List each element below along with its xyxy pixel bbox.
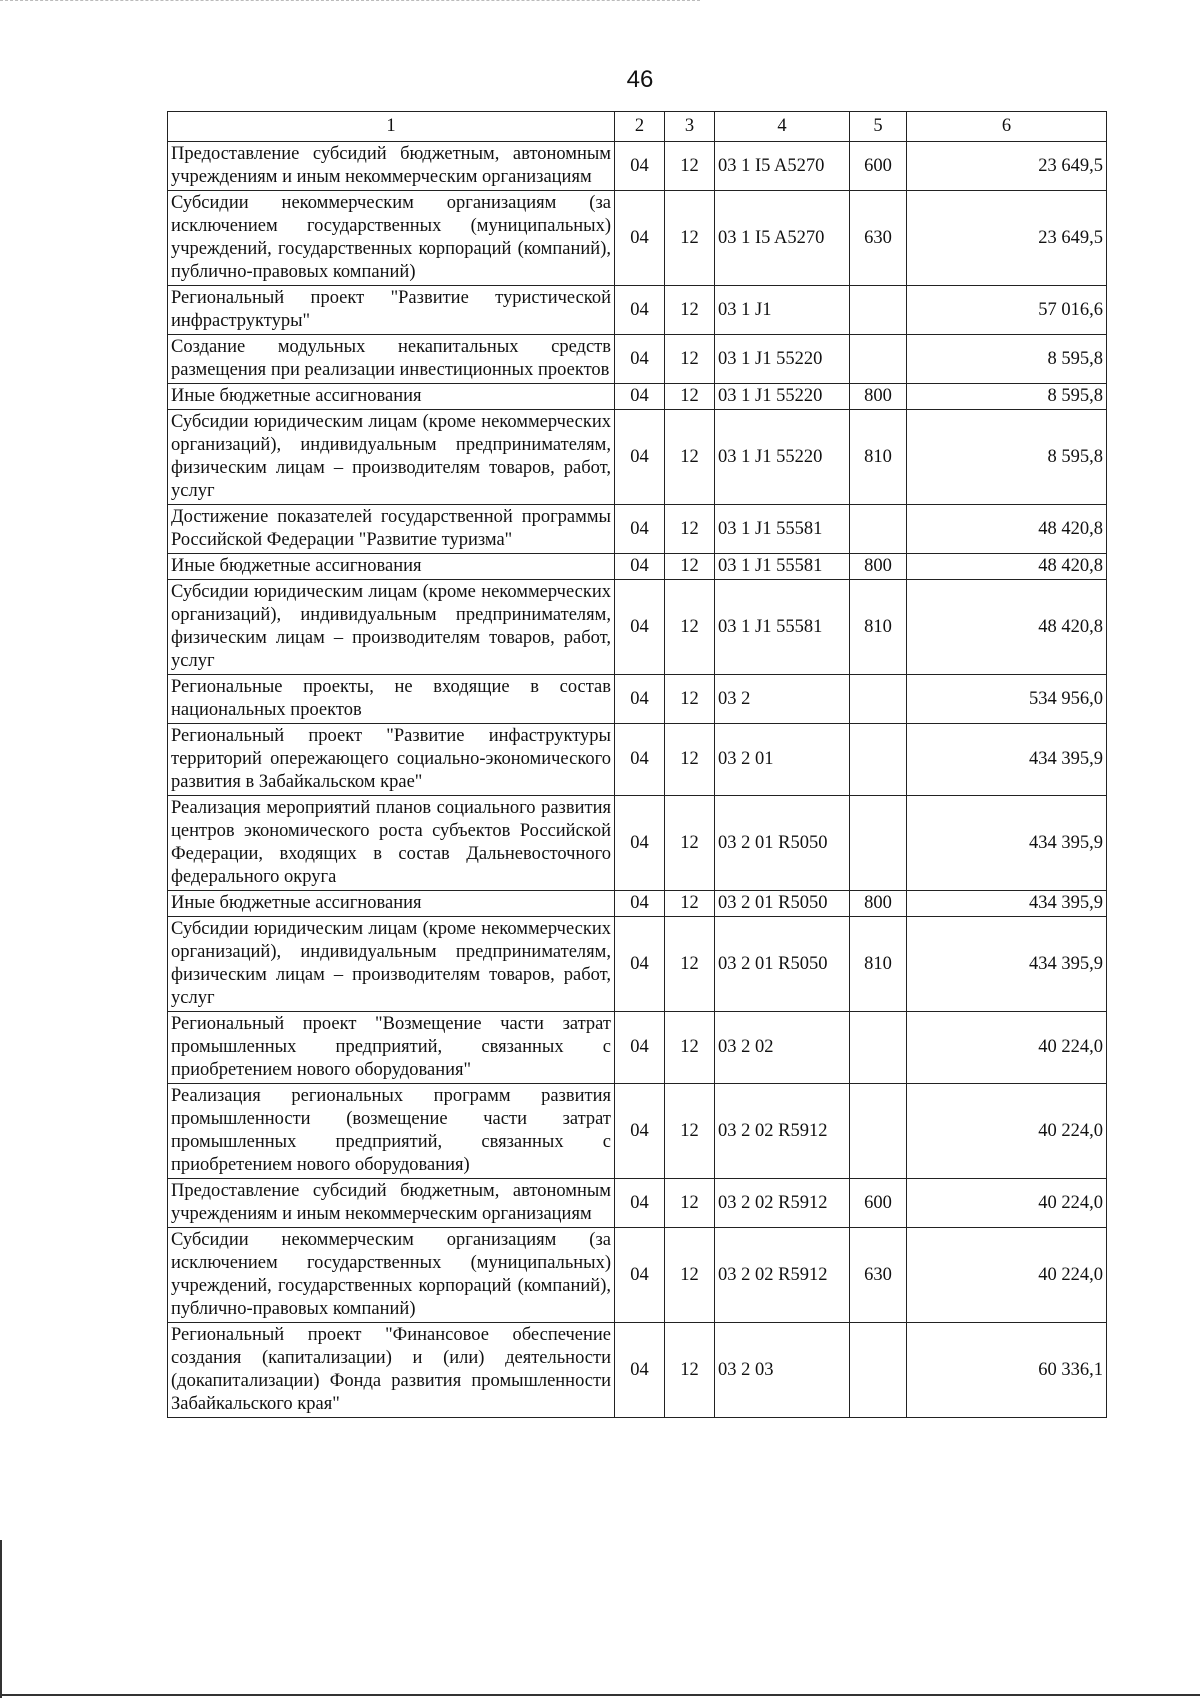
row-section-cell: 04	[615, 1179, 665, 1228]
row-subsection-cell: 12	[665, 724, 715, 796]
row-expense-type-cell	[850, 675, 907, 724]
row-target-code-cell: 03 2 01 R5050	[715, 917, 850, 1012]
row-subsection-cell: 12	[665, 1084, 715, 1179]
row-name-cell: Субсидии юридическим лицам (кроме некоммерческих организаций), индивидуальным предпринимателям, физическим лицам – производителям товаров, работ, услуг	[168, 917, 615, 1012]
row-section-cell: 04	[615, 286, 665, 335]
table-row	[168, 1228, 1107, 1323]
column-header-subsection: 3	[665, 112, 715, 142]
row-name-cell: Иные бюджетные ассигнования	[168, 554, 615, 580]
row-expense-type-cell	[850, 1012, 907, 1084]
row-subsection-cell: 12	[665, 917, 715, 1012]
row-target-code-cell: 03 2 01	[715, 724, 850, 796]
scan-top-edge	[0, 0, 700, 1]
table-row	[168, 384, 1107, 410]
row-section-cell: 04	[615, 796, 665, 891]
row-amount-cell: 40 224,0	[907, 1084, 1107, 1179]
row-amount-cell: 434 395,9	[907, 917, 1107, 1012]
row-amount-cell: 8 595,8	[907, 410, 1107, 505]
row-amount-cell: 40 224,0	[907, 1179, 1107, 1228]
row-target-code-cell: 03 2 03	[715, 1323, 850, 1418]
row-subsection-cell: 12	[665, 384, 715, 410]
row-target-code-cell: 03 1 I5 A5270	[715, 191, 850, 286]
column-header-target-code: 4	[715, 112, 850, 142]
scan-left-edge	[0, 1540, 2, 1698]
row-section-cell: 04	[615, 505, 665, 554]
table-row	[168, 891, 1107, 917]
row-expense-type-cell: 800	[850, 554, 907, 580]
row-amount-cell: 23 649,5	[907, 142, 1107, 191]
row-target-code-cell: 03 2 02 R5912	[715, 1228, 850, 1323]
row-target-code-cell: 03 1 J1 55220	[715, 335, 850, 384]
row-target-code-cell: 03 2 02 R5912	[715, 1179, 850, 1228]
row-name-cell: Предоставление субсидий бюджетным, автономным учреждениям и иным некоммерческим организациям	[168, 142, 615, 191]
row-section-cell: 04	[615, 384, 665, 410]
row-subsection-cell: 12	[665, 1179, 715, 1228]
row-amount-cell: 434 395,9	[907, 796, 1107, 891]
row-section-cell: 04	[615, 580, 665, 675]
table-row	[168, 191, 1107, 286]
row-section-cell: 04	[615, 1323, 665, 1418]
table-row	[168, 917, 1107, 1012]
row-expense-type-cell: 800	[850, 384, 907, 410]
row-subsection-cell: 12	[665, 1012, 715, 1084]
row-section-cell: 04	[615, 335, 665, 384]
row-expense-type-cell: 810	[850, 917, 907, 1012]
row-section-cell: 04	[615, 142, 665, 191]
row-subsection-cell: 12	[665, 410, 715, 505]
row-name-cell: Создание модульных некапитальных средств размещения при реализации инвестиционных проектов	[168, 335, 615, 384]
row-target-code-cell: 03 2 01 R5050	[715, 796, 850, 891]
row-expense-type-cell: 810	[850, 410, 907, 505]
row-amount-cell: 23 649,5	[907, 191, 1107, 286]
row-amount-cell: 40 224,0	[907, 1012, 1107, 1084]
table-row	[168, 724, 1107, 796]
row-name-cell: Достижение показателей государственной программы Российской Федерации "Развитие туризма"	[168, 505, 615, 554]
row-target-code-cell: 03 2 02 R5912	[715, 1084, 850, 1179]
column-header-amount: 6	[907, 112, 1107, 142]
table-row	[168, 505, 1107, 554]
table-row	[168, 796, 1107, 891]
row-amount-cell: 48 420,8	[907, 554, 1107, 580]
row-target-code-cell: 03 1 I5 A5270	[715, 142, 850, 191]
row-target-code-cell: 03 2 01 R5050	[715, 891, 850, 917]
row-section-cell: 04	[615, 1012, 665, 1084]
row-subsection-cell: 12	[665, 286, 715, 335]
row-expense-type-cell: 630	[850, 1228, 907, 1323]
scan-bottom-edge	[0, 1694, 1200, 1696]
row-subsection-cell: 12	[665, 891, 715, 917]
row-expense-type-cell	[850, 335, 907, 384]
table-row	[168, 335, 1107, 384]
row-target-code-cell: 03 1 J1	[715, 286, 850, 335]
row-amount-cell: 60 336,1	[907, 1323, 1107, 1418]
row-name-cell: Реализация региональных программ развития промышленности (возмещение части затрат промышленных предприятий, связанных с приобретением нового оборудования)	[168, 1084, 615, 1179]
row-section-cell: 04	[615, 1084, 665, 1179]
row-name-cell: Иные бюджетные ассигнования	[168, 891, 615, 917]
table-row	[168, 286, 1107, 335]
row-section-cell: 04	[615, 554, 665, 580]
row-subsection-cell: 12	[665, 675, 715, 724]
row-expense-type-cell: 600	[850, 1179, 907, 1228]
row-expense-type-cell: 810	[850, 580, 907, 675]
row-amount-cell: 48 420,8	[907, 505, 1107, 554]
row-expense-type-cell	[850, 796, 907, 891]
table-row	[168, 554, 1107, 580]
row-name-cell: Региональный проект "Финансовое обеспечение создания (капитализации) и (или) деятельности (докапитализации) Фонда развития промышленности Забайкальского края"	[168, 1323, 615, 1418]
row-name-cell: Субсидии некоммерческим организациям (за исключением государственных (муниципальных) учреждений, государственных корпораций (компаний), публично-правовых компаний)	[168, 1228, 615, 1323]
row-amount-cell: 40 224,0	[907, 1228, 1107, 1323]
row-amount-cell: 8 595,8	[907, 335, 1107, 384]
row-amount-cell: 48 420,8	[907, 580, 1107, 675]
row-subsection-cell: 12	[665, 580, 715, 675]
row-subsection-cell: 12	[665, 505, 715, 554]
row-expense-type-cell: 630	[850, 191, 907, 286]
row-name-cell: Региональный проект "Возмещение части затрат промышленных предприятий, связанных с приобретением нового оборудования"	[168, 1012, 615, 1084]
table-row	[168, 1084, 1107, 1179]
row-expense-type-cell: 800	[850, 891, 907, 917]
row-expense-type-cell	[850, 286, 907, 335]
page-number: 46	[626, 66, 654, 93]
column-header-expense-type: 5	[850, 112, 907, 142]
row-target-code-cell: 03 1 J1 55581	[715, 554, 850, 580]
row-name-cell: Субсидии юридическим лицам (кроме некоммерческих организаций), индивидуальным предпринимателям, физическим лицам – производителям товаров, работ, услуг	[168, 410, 615, 505]
row-section-cell: 04	[615, 191, 665, 286]
row-subsection-cell: 12	[665, 191, 715, 286]
row-expense-type-cell	[850, 1084, 907, 1179]
table-row	[168, 142, 1107, 191]
table-row	[168, 410, 1107, 505]
row-name-cell: Региональный проект "Развитие туристической инфраструктуры"	[168, 286, 615, 335]
row-name-cell: Реализация мероприятий планов социального развития центров экономического роста субъектов Российской Федерации, входящих в состав Дальневосточного федерального округа	[168, 796, 615, 891]
row-target-code-cell: 03 2 02	[715, 1012, 850, 1084]
table-row	[168, 580, 1107, 675]
table-row	[168, 1323, 1107, 1418]
row-amount-cell: 434 395,9	[907, 891, 1107, 917]
row-expense-type-cell: 600	[850, 142, 907, 191]
row-name-cell: Региональный проект "Развитие инфаструктуры территорий опережающего социально-экономического развития в Забайкальском крае"	[168, 724, 615, 796]
column-header-section: 2	[615, 112, 665, 142]
row-name-cell: Субсидии некоммерческим организациям (за исключением государственных (муниципальных) учреждений, государственных корпораций (компаний), публично-правовых компаний)	[168, 191, 615, 286]
row-name-cell: Региональные проекты, не входящие в состав национальных проектов	[168, 675, 615, 724]
table-row	[168, 675, 1107, 724]
row-amount-cell: 8 595,8	[907, 384, 1107, 410]
table-row	[168, 1179, 1107, 1228]
row-expense-type-cell	[850, 505, 907, 554]
row-name-cell: Иные бюджетные ассигнования	[168, 384, 615, 410]
table-row	[168, 1012, 1107, 1084]
row-name-cell: Субсидии юридическим лицам (кроме некоммерческих организаций), индивидуальным предпринимателям, физическим лицам – производителям товаров, работ, услуг	[168, 580, 615, 675]
header-row	[168, 112, 1107, 142]
row-subsection-cell: 12	[665, 554, 715, 580]
row-section-cell: 04	[615, 410, 665, 505]
row-target-code-cell: 03 1 J1 55581	[715, 580, 850, 675]
row-amount-cell: 534 956,0	[907, 675, 1107, 724]
row-target-code-cell: 03 1 J1 55220	[715, 410, 850, 505]
row-subsection-cell: 12	[665, 1228, 715, 1323]
budget-table	[167, 111, 1107, 1418]
row-name-cell: Предоставление субсидий бюджетным, автономным учреждениям и иным некоммерческим организациям	[168, 1179, 615, 1228]
row-subsection-cell: 12	[665, 796, 715, 891]
row-amount-cell: 434 395,9	[907, 724, 1107, 796]
table-body	[168, 142, 1107, 1418]
row-section-cell: 04	[615, 1228, 665, 1323]
row-target-code-cell: 03 1 J1 55220	[715, 384, 850, 410]
row-amount-cell: 57 016,6	[907, 286, 1107, 335]
row-subsection-cell: 12	[665, 335, 715, 384]
row-section-cell: 04	[615, 917, 665, 1012]
row-section-cell: 04	[615, 675, 665, 724]
row-target-code-cell: 03 2	[715, 675, 850, 724]
row-section-cell: 04	[615, 724, 665, 796]
row-target-code-cell: 03 1 J1 55581	[715, 505, 850, 554]
row-subsection-cell: 12	[665, 142, 715, 191]
row-expense-type-cell	[850, 724, 907, 796]
row-subsection-cell: 12	[665, 1323, 715, 1418]
row-expense-type-cell	[850, 1323, 907, 1418]
row-section-cell: 04	[615, 891, 665, 917]
column-header-name: 1	[168, 112, 615, 142]
